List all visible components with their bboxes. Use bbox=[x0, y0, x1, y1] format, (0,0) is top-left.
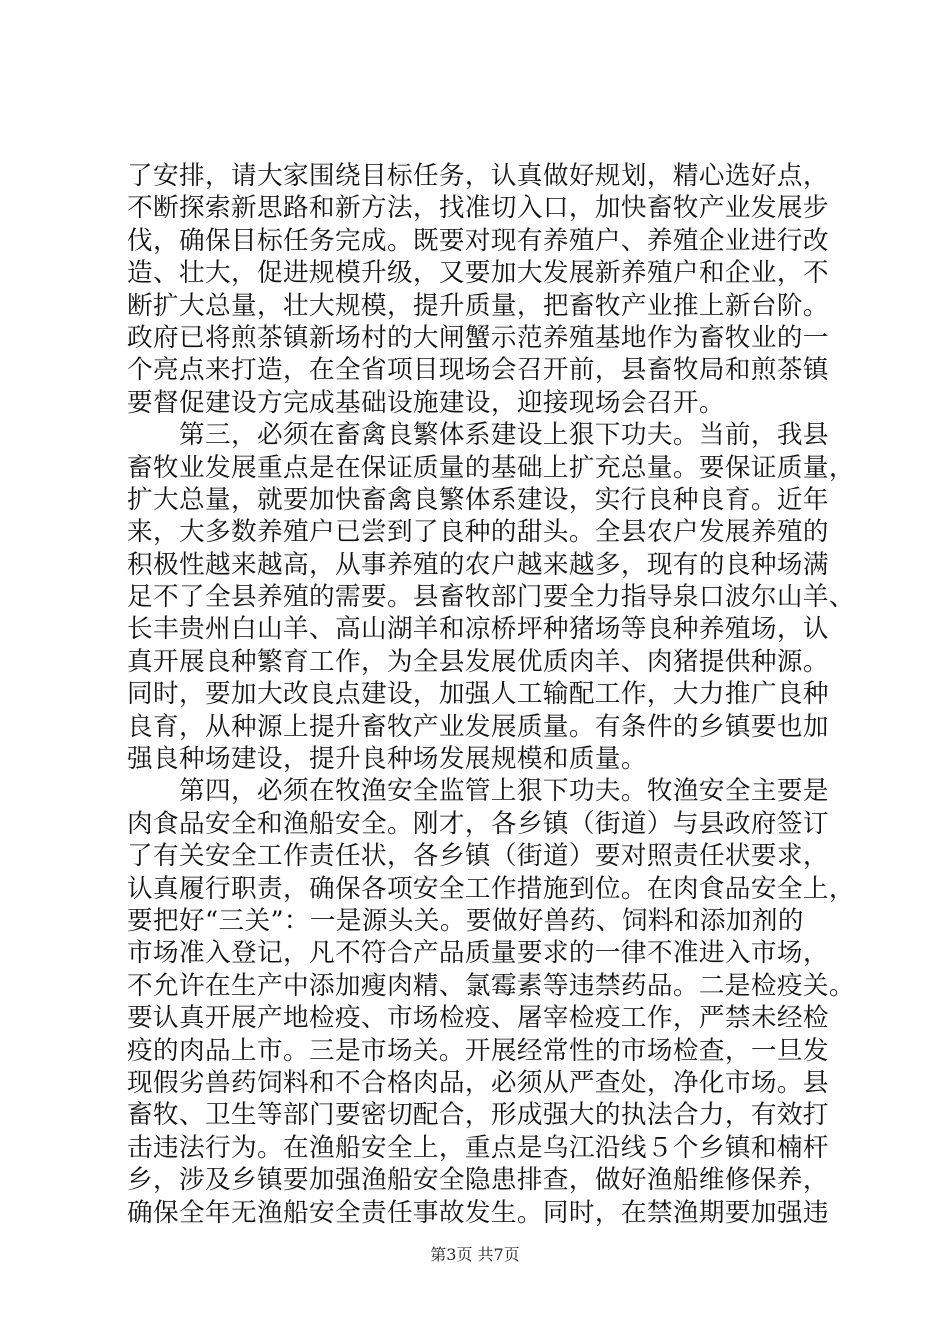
text-line: 不断探索新思路和新方法，找准切入口，加快畜牧产业发展步 bbox=[127, 193, 829, 224]
text-line: 断扩大总量，壮大规模，提升质量，把畜牧产业推上新台阶。 bbox=[127, 290, 829, 321]
text-line: 现假劣兽药饲料和不合格肉品，必须从严查处，净化市场。县 bbox=[127, 1067, 829, 1098]
text-line: 要认真开展产地检疫、市场检疫、屠宰检疫工作，严禁未经检 bbox=[127, 1003, 829, 1034]
text-line: 了安排，请大家围绕目标任务，认真做好规划，精心选好点， bbox=[127, 161, 829, 191]
text-line: 畜牧业发展重点是在保证质量的基础上扩充总量。要保证质量， bbox=[127, 452, 855, 483]
text-line: 同时，要加大改良点建设，加强人工输配工作，大力推广良种 bbox=[127, 679, 829, 710]
text-line: 政府已将煎茶镇新场村的大闸蟹示范养殖基地作为畜牧业的一 bbox=[127, 322, 829, 353]
text-line: 市场准入登记，凡不符合产品质量要求的一律不准进入市场， bbox=[127, 938, 829, 969]
text-line: 强良种场建设，提升良种场发展规模和质量。 bbox=[127, 744, 647, 775]
text-line: 了有关安全工作责任状，各乡镇（街道）要对照责任状要求， bbox=[127, 841, 829, 872]
text-line: 良育，从种源上提升畜牧产业发展质量。有条件的乡镇要也加 bbox=[127, 711, 829, 742]
text-line: 长丰贵州白山羊、高山湖羊和凉桥坪种猪场等良种养殖场，认 bbox=[127, 614, 829, 645]
text-line: 不允许在生产中添加瘦肉精、氯霉素等违禁药品。二是检疫关。 bbox=[127, 970, 855, 1001]
text-line: 第四，必须在牧渔安全监管上狠下功夫。牧渔安全主要是 bbox=[127, 776, 829, 807]
text-line: 要把好“三关”：一是源头关。要做好兽药、饲料和添加剂的 bbox=[127, 905, 804, 936]
body-text bbox=[127, 160, 855, 1229]
text-line: 认真履行职责，确保各项安全工作措施到位。在肉食品安全上， bbox=[127, 873, 855, 904]
text-line: 足不了全县养殖的需要。县畜牧部门要全力指导泉口波尔山羊、 bbox=[127, 582, 855, 613]
text-line: 第三，必须在畜禽良繁体系建设上狠下功夫。当前，我县 bbox=[127, 420, 829, 451]
text-line: 真开展良种繁育工作，为全县发展优质肉羊、肉猪提供种源。 bbox=[127, 646, 829, 677]
page-footer: 第3页 共7页 bbox=[430, 1245, 520, 1264]
text-line: 乡，涉及乡镇要加强渔船安全隐患排查，做好渔船维修保养， bbox=[127, 1165, 829, 1196]
text-line: 畜牧、卫生等部门要密切配合，形成强大的执法合力，有效打 bbox=[127, 1100, 829, 1131]
text-line: 要督促建设方完成基础设施建设，迎接现场会召开。 bbox=[127, 387, 725, 418]
text-line: 确保全年无渔船安全责任事故发生。同时，在禁渔期要加强违 bbox=[127, 1197, 829, 1228]
text-line: 击违法行为。在渔船安全上，重点是乌江沿线５个乡镇和楠杆 bbox=[127, 1132, 829, 1163]
text-line: 肉食品安全和渔船安全。刚才，各乡镇（街道）与县政府签订 bbox=[127, 808, 829, 839]
text-line: 个亮点来打造，在全省项目现场会召开前，县畜牧局和煎茶镇 bbox=[127, 355, 829, 386]
text-line: 疫的肉品上市。三是市场关。开展经常性的市场检查，一旦发 bbox=[127, 1035, 829, 1066]
text-line: 来，大多数养殖户已尝到了良种的甜头。全县农户发展养殖的 bbox=[127, 517, 829, 548]
text-line: 扩大总量，就要加快畜禽良繁体系建设，实行良种良育。近年 bbox=[127, 484, 829, 515]
text-line: 造、壮大，促进规模升级，又要加大发展新养殖户和企业，不 bbox=[127, 258, 829, 289]
text-line: 积极性越来越高，从事养殖的农户越来越多，现有的良种场满 bbox=[127, 549, 829, 580]
text-line: 伐，确保目标任务完成。既要对现有养殖户、养殖企业进行改 bbox=[127, 225, 829, 256]
